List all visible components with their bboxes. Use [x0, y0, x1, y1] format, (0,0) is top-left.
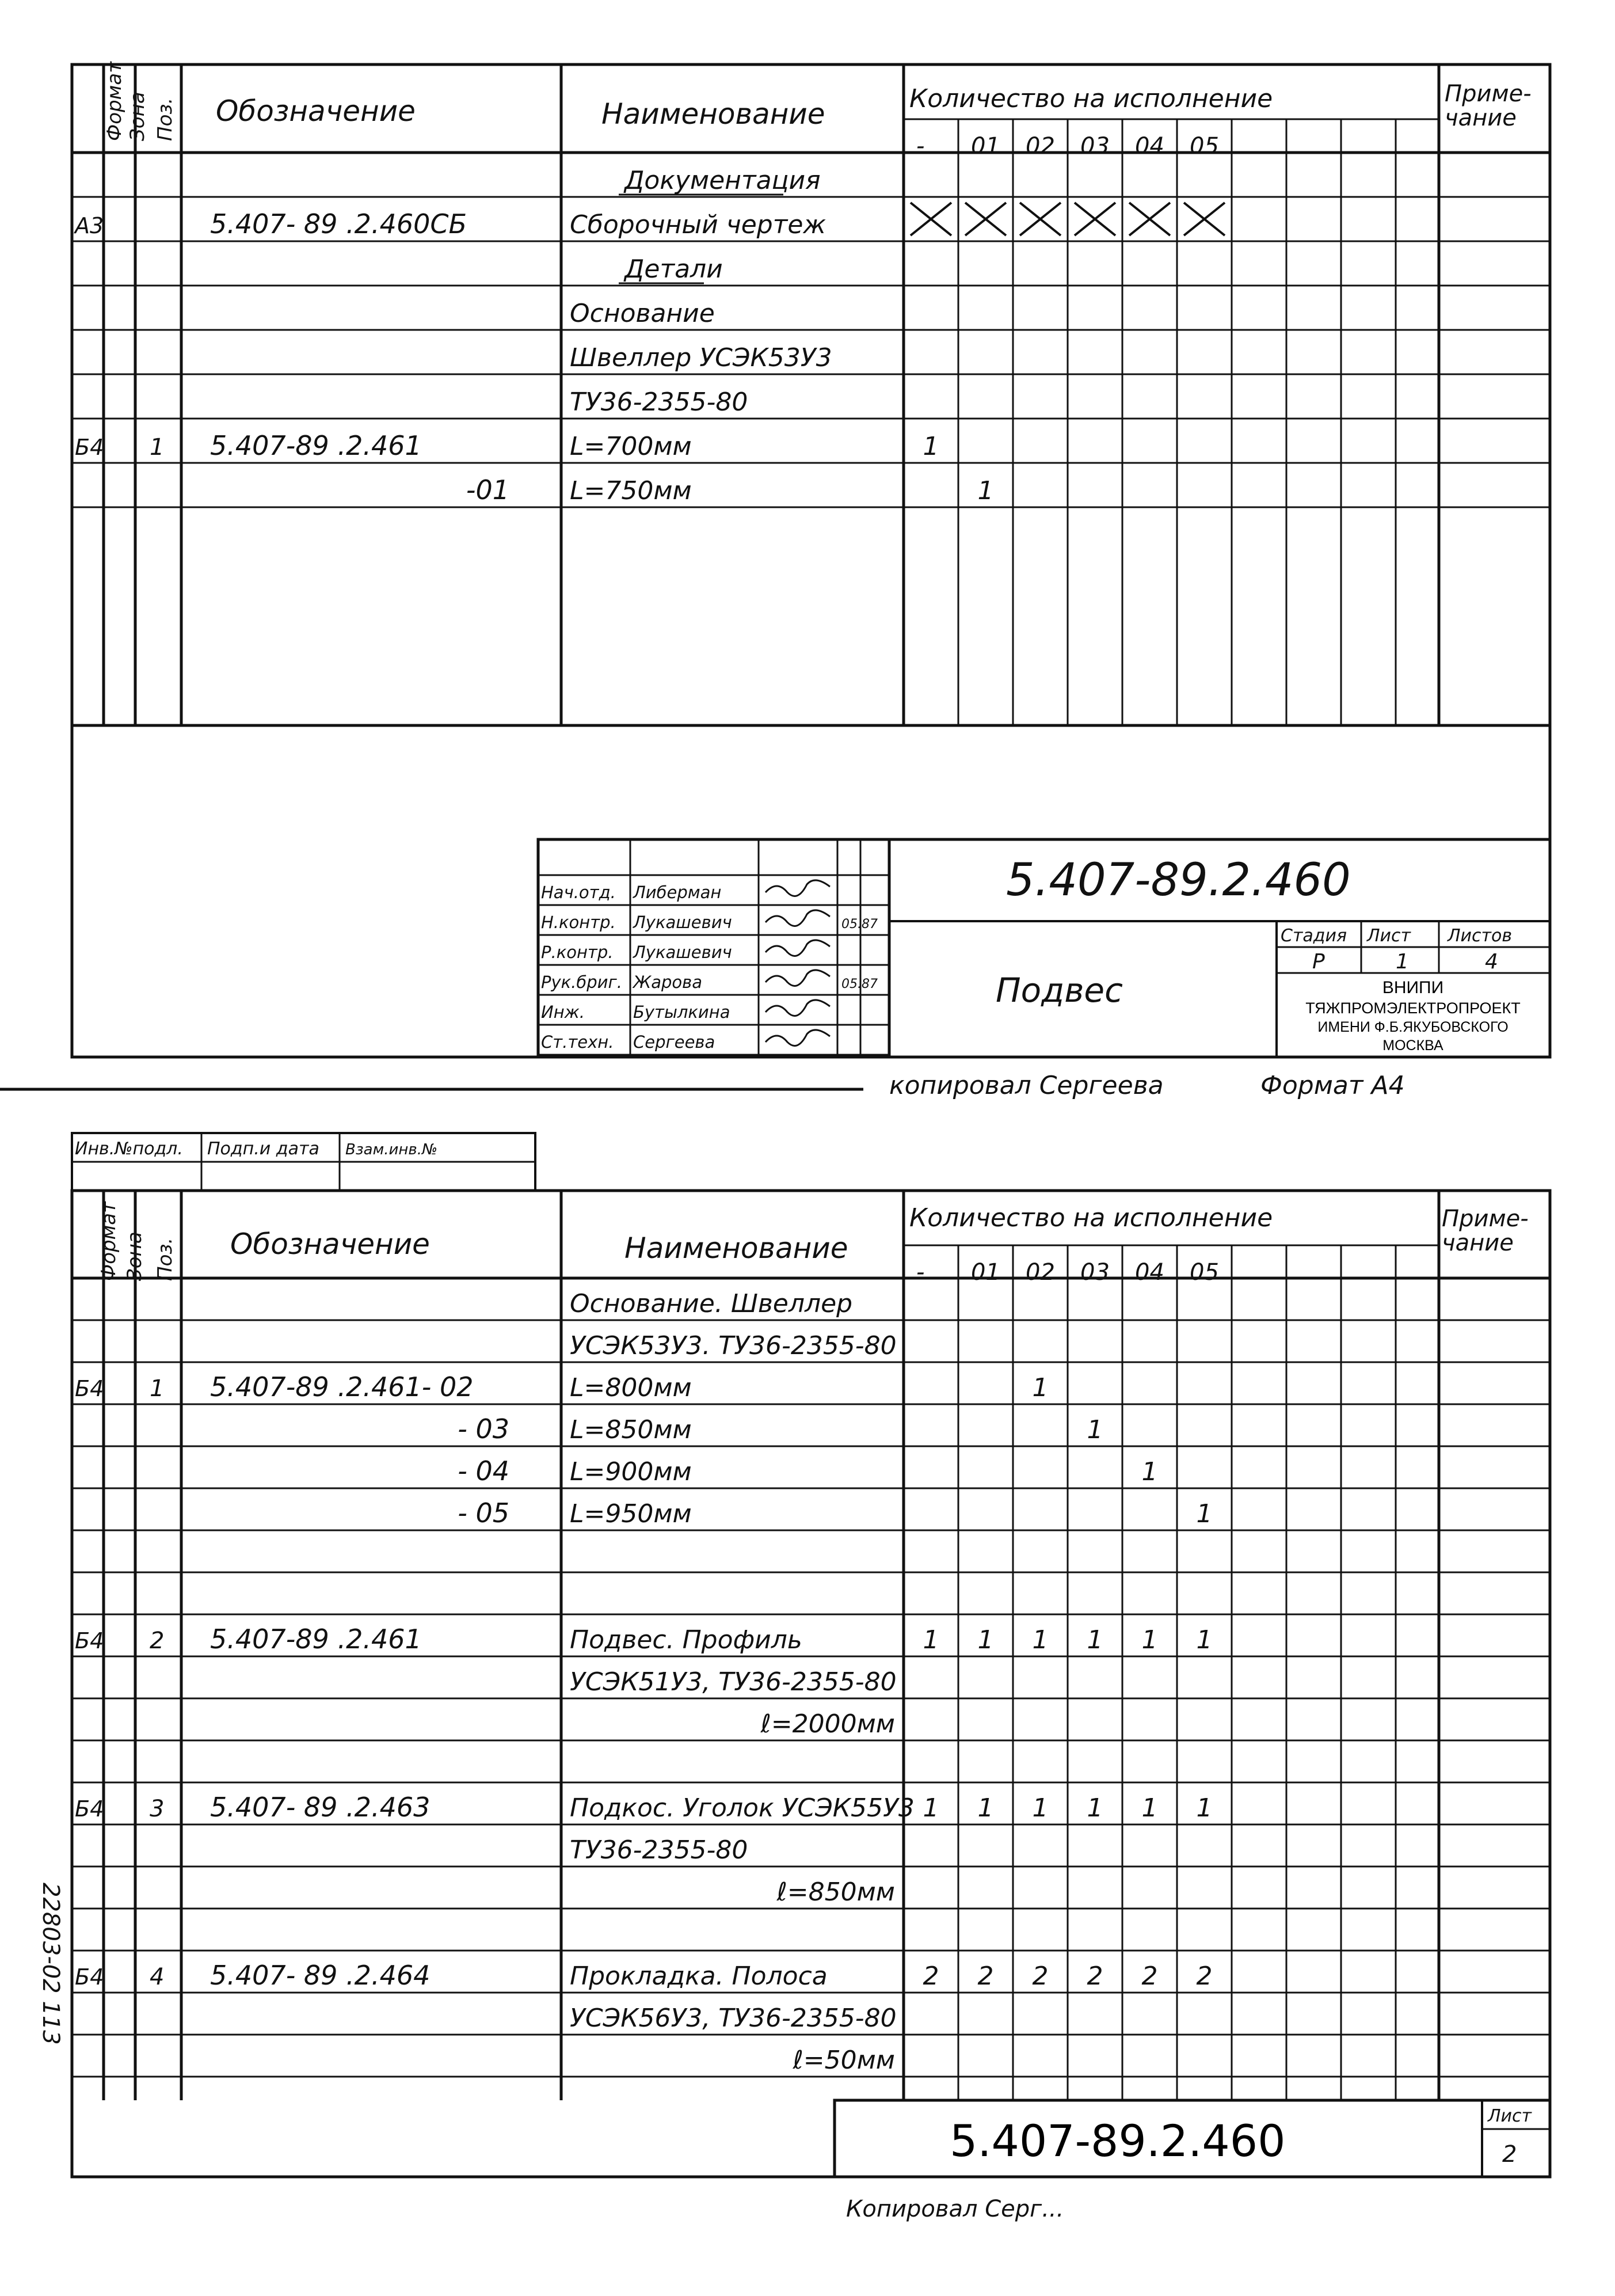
row-format: Б4 — [75, 1628, 104, 1653]
variant-label: 03 — [1080, 133, 1110, 159]
row-name: Сборочный чертеж — [570, 210, 826, 240]
row-pos: 4 — [150, 1964, 165, 1990]
signer-name: Либерман — [633, 883, 722, 902]
signers-table — [541, 880, 878, 1052]
row-format: Б4 — [75, 435, 104, 460]
sheet-1 — [72, 61, 1550, 1100]
variant-label: 05 — [1190, 133, 1219, 159]
qty-value: 1 — [1196, 1499, 1213, 1529]
qty-value: 1 — [923, 1625, 939, 1655]
row-name: Основание. Швеллер — [570, 1289, 853, 1318]
qty-cross-mark — [1020, 203, 1061, 235]
qty-value: 1 — [1032, 1625, 1049, 1655]
row-name: Подвес. Профиль — [570, 1625, 802, 1655]
s2-header-designation-label: Обозначение — [230, 1227, 430, 1261]
row-name: Подкос. Уголок УСЭК55У3 — [570, 1793, 915, 1823]
qty-value: 1 — [1141, 1793, 1158, 1823]
doc-number: 5.407-89.2.460 — [1006, 854, 1351, 906]
handwritten-signature — [765, 1030, 830, 1046]
left-margin-code: 22803-02 113 — [37, 1883, 64, 2045]
org-line-4: МОСКВА — [1382, 1037, 1443, 1054]
qty-value: 2 — [1196, 1962, 1213, 1991]
handwritten-signature — [765, 880, 830, 896]
qty-value: 1 — [1032, 1793, 1049, 1823]
signer-role: Р.контр. — [541, 942, 614, 962]
s2-header-zone-label: Зона — [123, 1231, 146, 1281]
variant-label: 02 — [1026, 1259, 1055, 1286]
signer-role: Н.контр. — [541, 913, 616, 932]
row-designation: 5.407- 89 .2.463 — [210, 1792, 431, 1823]
qty-value: 1 — [1032, 1373, 1049, 1402]
section-heading: Документация — [624, 166, 821, 195]
variant-label: 04 — [1135, 1259, 1164, 1286]
row-format: Б4 — [75, 1964, 104, 1990]
s2-header-quantity-label: Количество на исполнение — [909, 1203, 1273, 1233]
sheets-label: Листов — [1448, 926, 1513, 946]
qty-value: 1 — [1141, 1625, 1158, 1655]
sheets-value: 4 — [1485, 950, 1498, 974]
variant-label: 01 — [971, 1259, 1000, 1286]
section-heading: Детали — [624, 254, 723, 284]
qty-value: 2 — [977, 1962, 994, 1991]
signer-date: 05.87 — [841, 977, 878, 991]
header-name-label: Наименование — [601, 97, 825, 131]
sheet-2-title-block — [835, 2100, 1550, 2177]
format-note: Формат А4 — [1260, 1071, 1405, 1100]
signer-date: 05.87 — [841, 917, 878, 932]
row-name: L=700мм — [570, 432, 692, 461]
qty-value: 1 — [977, 1793, 994, 1823]
signer-role: Инж. — [541, 1002, 585, 1022]
header-quantity-label: Количество на исполнение — [909, 84, 1273, 113]
row-name: L=850мм — [570, 1415, 692, 1444]
row-designation: 5.407- 89 .2.464 — [210, 1960, 431, 1991]
s2-header-name-label: Наименование — [624, 1231, 848, 1265]
row-name: ТУ36-2355-80 — [570, 1835, 748, 1865]
header-format-label: Формат — [103, 62, 126, 141]
row-designation: - 05 — [458, 1497, 509, 1529]
sheet-value: 1 — [1396, 950, 1409, 974]
row-format: Б4 — [75, 1796, 104, 1822]
copied-by-note: копировал Сергеева — [889, 1071, 1164, 1100]
row-pos: 2 — [150, 1628, 165, 1654]
signer-name: Лукашевич — [633, 913, 732, 932]
s2-doc-number: 5.407-89.2.460 — [950, 2115, 1286, 2166]
sheet-2 — [37, 1133, 1550, 2222]
handwritten-signature — [765, 940, 830, 956]
variant-label: 02 — [1026, 133, 1055, 159]
vzam-inv-label: Взам.инв.№ — [345, 1141, 437, 1158]
org-line-3: ИМЕНИ Ф.Б.ЯКУБОВСКОГО — [1317, 1019, 1509, 1035]
title-block — [538, 839, 1550, 1057]
row-name: ТУ36-2355-80 — [570, 387, 748, 417]
variant-label: - — [916, 1259, 925, 1286]
row-name: Основание — [570, 299, 715, 328]
header-note-label: Приме-чание — [1445, 81, 1532, 131]
signer-name: Сергеева — [633, 1032, 715, 1052]
row-name: УСЭК51У3, ТУ36-2355-80 — [570, 1667, 897, 1697]
signer-role: Рук.бриг. — [541, 972, 622, 992]
signer-role: Ст.техн. — [541, 1032, 614, 1052]
row-name: L=800мм — [570, 1373, 692, 1402]
row-designation: 5.407-89 .2.461 — [210, 1624, 422, 1655]
variant-label: 05 — [1190, 1259, 1219, 1286]
row-pos: 1 — [150, 1375, 165, 1402]
qty-value: 1 — [1087, 1793, 1103, 1823]
qty-value: 2 — [1087, 1962, 1103, 1991]
row-designation: 5.407-89 .2.461 — [210, 430, 422, 461]
row-format: А3 — [75, 213, 104, 238]
variant-label: 04 — [1135, 133, 1164, 159]
header-designation-label: Обозначение — [216, 94, 416, 128]
sheet-1-cells — [73, 166, 1225, 505]
s2-header-note-label: Приме-чание — [1442, 1206, 1529, 1256]
row-designation: 5.407-89 .2.461- 02 — [210, 1371, 474, 1402]
signer-name: Лукашевич — [633, 942, 732, 962]
row-pos: 1 — [150, 434, 165, 461]
stage-value: Р — [1312, 950, 1325, 974]
row-name: ℓ=2000мм — [760, 1709, 895, 1739]
row-format: Б4 — [75, 1376, 104, 1401]
org-line-2: ТЯЖПРОМЭЛЕКТРОПРОЕКТ — [1305, 999, 1521, 1017]
sheet-1-grid — [72, 64, 1550, 725]
qty-cross-mark — [1129, 203, 1170, 235]
row-name: УСЭК53У3. ТУ36-2355-80 — [570, 1331, 897, 1360]
handwritten-signature — [765, 1000, 830, 1016]
qty-cross-mark — [965, 203, 1006, 235]
org-line-1: ВНИПИ — [1382, 978, 1444, 997]
qty-value: 1 — [1196, 1793, 1213, 1823]
qty-value: 2 — [1141, 1962, 1158, 1991]
row-designation: - 04 — [458, 1455, 509, 1487]
row-name: Швеллер УСЭК53У3 — [570, 343, 832, 372]
handwritten-signature — [765, 970, 830, 986]
inventory-stamp — [72, 1133, 535, 1191]
row-designation: 5.407- 89 .2.460СБ — [210, 208, 467, 240]
stage-label: Стадия — [1281, 926, 1347, 946]
row-name: L=900мм — [570, 1457, 692, 1487]
header-pos-label: Поз. — [154, 97, 177, 141]
qty-value: 1 — [1141, 1457, 1158, 1487]
row-designation: -01 — [466, 474, 509, 505]
inv-podl-label: Инв.№подл. — [75, 1139, 183, 1159]
sheet-label: Лист — [1367, 926, 1411, 946]
qty-value: 2 — [923, 1962, 939, 1991]
qty-value: 1 — [977, 1625, 994, 1655]
row-name: Прокладка. Полоса — [570, 1962, 828, 1991]
signer-role: Нач.отд. — [541, 883, 616, 902]
signer-name: Жарова — [633, 972, 703, 992]
row-designation: - 03 — [458, 1413, 509, 1444]
row-pos: 3 — [150, 1796, 165, 1822]
qty-cross-mark — [1184, 203, 1225, 235]
s2-header-pos-label: Поз. — [154, 1237, 177, 1281]
s2-header-format-label: Формат — [97, 1202, 120, 1281]
sheet-2-cells — [75, 1289, 1213, 2075]
qty-value: 1 — [977, 476, 994, 505]
variant-label: - — [916, 133, 925, 159]
s2-copied-by-note: Копировал Серг... — [846, 2196, 1064, 2222]
s2-sheet-label: Лист — [1488, 2106, 1532, 2126]
podp-data-label: Подп.и дата — [207, 1139, 319, 1159]
doc-title: Подвес — [996, 971, 1123, 1010]
qty-cross-mark — [1075, 203, 1115, 235]
row-name: ℓ=50мм — [793, 2046, 895, 2075]
variant-label: 01 — [971, 133, 1000, 159]
header-zone-label: Зона — [126, 92, 149, 141]
variant-label: 03 — [1080, 1259, 1110, 1286]
row-name: L=950мм — [570, 1499, 692, 1529]
qty-value: 1 — [1087, 1415, 1103, 1444]
handwritten-signature — [765, 910, 830, 926]
qty-value: 1 — [1087, 1625, 1103, 1655]
row-name: ℓ=850мм — [776, 1877, 895, 1907]
qty-value: 1 — [923, 432, 939, 461]
qty-cross-mark — [911, 203, 951, 235]
qty-value: 1 — [1196, 1625, 1213, 1655]
row-name: УСЭК56У3, ТУ36-2355-80 — [570, 2004, 897, 2033]
s2-sheet-value: 2 — [1502, 2141, 1517, 2168]
signer-name: Бутылкина — [633, 1002, 730, 1022]
qty-value: 1 — [923, 1793, 939, 1823]
row-name: L=750мм — [570, 476, 692, 505]
qty-value: 2 — [1032, 1962, 1049, 1991]
